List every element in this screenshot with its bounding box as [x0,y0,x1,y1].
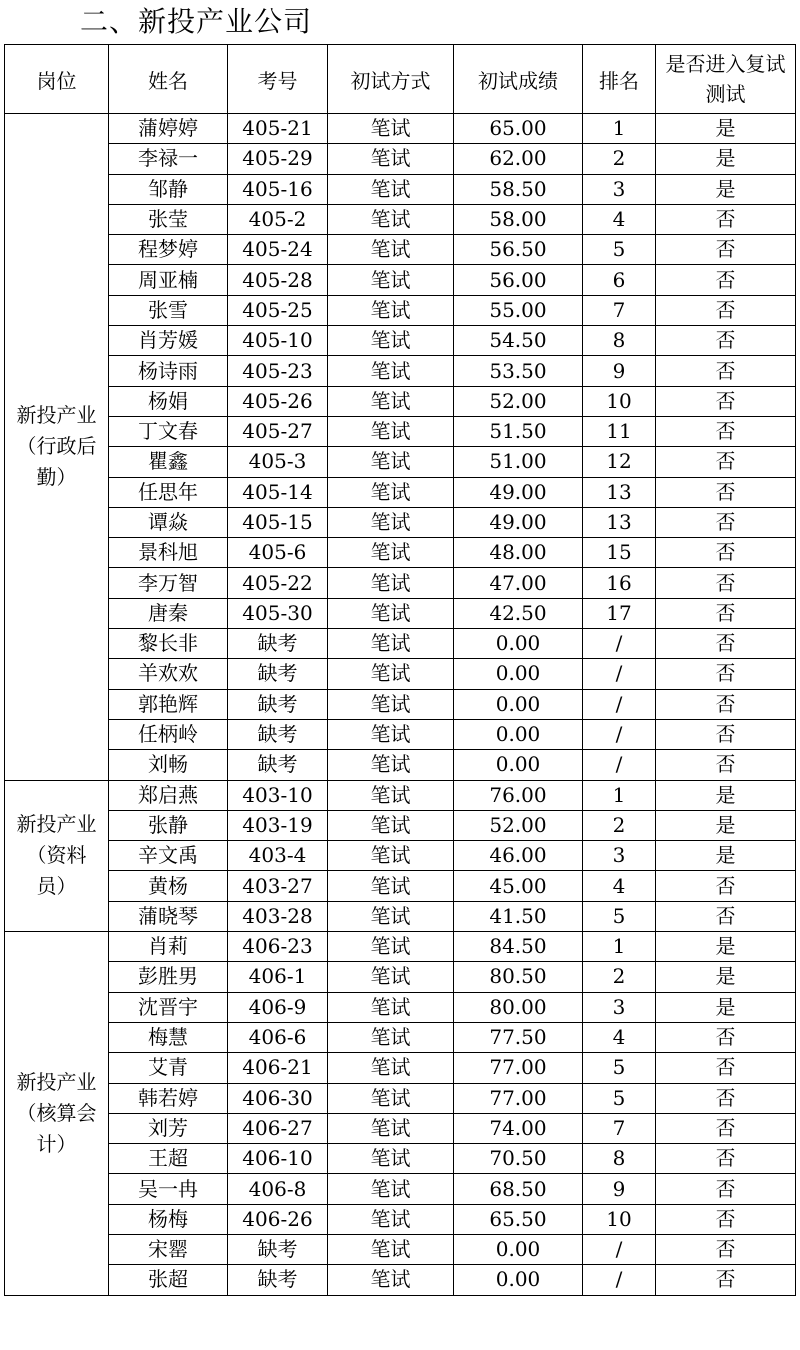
exam-id-cell: 405-16 [228,174,328,204]
exam-id-cell: 405-29 [228,144,328,174]
section-title: 二、新投产业公司 [80,5,313,38]
exam-id-cell: 405-3 [228,447,328,477]
exam-id-cell: 406-10 [228,1144,328,1174]
rank-cell: / [583,719,656,749]
advance-cell: 否 [656,1083,796,1113]
advance-cell: 否 [656,871,796,901]
method-cell: 笔试 [328,1144,454,1174]
rank-cell: 4 [583,871,656,901]
score-cell: 47.00 [454,568,583,598]
advance-cell: 是 [656,841,796,871]
table-row [5,1234,796,1264]
table-row [5,901,796,931]
advance-cell: 是 [656,810,796,840]
rank-cell: 3 [583,992,656,1022]
score-cell: 58.50 [454,174,583,204]
rank-cell: 11 [583,416,656,446]
method-cell: 笔试 [328,750,454,780]
exam-id-cell: 406-6 [228,1022,328,1052]
score-cell: 55.00 [454,295,583,325]
rank-cell: / [583,629,656,659]
score-cell: 77.00 [454,1053,583,1083]
table-row [5,659,796,689]
score-cell: 48.00 [454,538,583,568]
name-cell: 程梦婷 [109,235,228,265]
rank-cell: 16 [583,568,656,598]
name-cell: 肖芳媛 [109,326,228,356]
advance-cell: 否 [656,1022,796,1052]
method-cell: 笔试 [328,689,454,719]
table-row [5,204,796,234]
exam-id-cell: 405-14 [228,477,328,507]
score-cell: 74.00 [454,1113,583,1143]
name-cell: 刘畅 [109,750,228,780]
table-row [5,326,796,356]
table-row [5,356,796,386]
name-cell: 唐秦 [109,598,228,628]
advance-cell: 是 [656,932,796,962]
name-cell: 景科旭 [109,538,228,568]
rank-cell: 5 [583,901,656,931]
advance-cell: 否 [656,1204,796,1234]
method-cell: 笔试 [328,447,454,477]
score-cell: 58.00 [454,204,583,234]
score-cell: 65.00 [454,114,583,144]
table-row [5,386,796,416]
name-cell: 宋罂 [109,1234,228,1264]
exam-id-cell: 405-23 [228,356,328,386]
score-cell: 52.00 [454,386,583,416]
rank-cell: 5 [583,235,656,265]
table-row [5,992,796,1022]
advance-cell: 否 [656,477,796,507]
method-cell: 笔试 [328,174,454,204]
advance-cell: 否 [656,1234,796,1264]
advance-cell: 否 [656,1265,796,1295]
exam-id-cell: 406-21 [228,1053,328,1083]
advance-cell: 否 [656,568,796,598]
rank-cell: 2 [583,810,656,840]
exam-id-cell: 缺考 [228,1265,328,1295]
exam-id-cell: 缺考 [228,719,328,749]
rank-cell: 4 [583,204,656,234]
table-row [5,114,796,144]
advance-cell: 否 [656,719,796,749]
name-cell: 张雪 [109,295,228,325]
score-cell: 51.50 [454,416,583,446]
exam-id-cell: 403-27 [228,871,328,901]
name-cell: 梅慧 [109,1022,228,1052]
exam-id-cell: 406-30 [228,1083,328,1113]
advance-cell: 否 [656,1053,796,1083]
method-cell: 笔试 [328,1265,454,1295]
post-cell: 新投产业（行政后勤） [5,114,109,781]
exam-id-cell: 405-28 [228,265,328,295]
exam-id-cell: 405-15 [228,507,328,537]
table-row [5,538,796,568]
score-cell: 54.50 [454,326,583,356]
exam-id-cell: 403-10 [228,780,328,810]
table-row [5,1204,796,1234]
name-cell: 张莹 [109,204,228,234]
rank-cell: 6 [583,265,656,295]
advance-cell: 否 [656,356,796,386]
rank-cell: / [583,1234,656,1264]
score-cell: 0.00 [454,719,583,749]
advance-cell: 否 [656,901,796,931]
name-cell: 瞿鑫 [109,447,228,477]
method-cell: 笔试 [328,871,454,901]
score-cell: 0.00 [454,629,583,659]
header-name: 姓名 [109,45,228,114]
table-row [5,174,796,204]
method-cell: 笔试 [328,1053,454,1083]
score-cell: 41.50 [454,901,583,931]
name-cell: 辛文禹 [109,841,228,871]
table-row [5,235,796,265]
exam-id-cell: 403-4 [228,841,328,871]
advance-cell: 否 [656,204,796,234]
table-row [5,1053,796,1083]
score-cell: 77.00 [454,1083,583,1113]
method-cell: 笔试 [328,568,454,598]
rank-cell: 5 [583,1053,656,1083]
score-cell: 49.00 [454,477,583,507]
advance-cell: 否 [656,507,796,537]
table-row [5,932,796,962]
method-cell: 笔试 [328,719,454,749]
exam-id-cell: 406-27 [228,1113,328,1143]
table-row [5,598,796,628]
rank-cell: 17 [583,598,656,628]
score-cell: 0.00 [454,1234,583,1264]
method-cell: 笔试 [328,326,454,356]
name-cell: 黄杨 [109,871,228,901]
rank-cell: 8 [583,1144,656,1174]
rank-cell: 15 [583,538,656,568]
rank-cell: 3 [583,841,656,871]
rank-cell: / [583,750,656,780]
advance-cell: 是 [656,174,796,204]
advance-cell: 否 [656,689,796,719]
rank-cell: 10 [583,1204,656,1234]
exam-id-cell: 缺考 [228,750,328,780]
score-cell: 56.50 [454,235,583,265]
table-row [5,507,796,537]
name-cell: 羊欢欢 [109,659,228,689]
method-cell: 笔试 [328,932,454,962]
method-cell: 笔试 [328,598,454,628]
rank-cell: 9 [583,1174,656,1204]
exam-id-cell: 403-19 [228,810,328,840]
advance-cell: 否 [656,750,796,780]
table-row [5,447,796,477]
advance-cell: 否 [656,598,796,628]
rank-cell: 4 [583,1022,656,1052]
score-cell: 0.00 [454,1265,583,1295]
score-cell: 45.00 [454,871,583,901]
method-cell: 笔试 [328,386,454,416]
exam-id-cell: 406-26 [228,1204,328,1234]
name-cell: 任柄岭 [109,719,228,749]
exam-id-cell: 405-27 [228,416,328,446]
exam-id-cell: 缺考 [228,629,328,659]
method-cell: 笔试 [328,235,454,265]
exam-id-cell: 405-26 [228,386,328,416]
rank-cell: 9 [583,356,656,386]
table-row [5,416,796,446]
advance-cell: 否 [656,659,796,689]
advance-cell: 否 [656,235,796,265]
rank-cell: 1 [583,780,656,810]
header-rank: 排名 [583,45,656,114]
header-row [5,45,796,114]
header-advance: 是否进入复试测试 [656,45,796,114]
advance-cell: 否 [656,1113,796,1143]
exam-id-cell: 405-30 [228,598,328,628]
score-cell: 56.00 [454,265,583,295]
header-method: 初试方式 [328,45,454,114]
rank-cell: 1 [583,114,656,144]
method-cell: 笔试 [328,901,454,931]
post-cell: 新投产业（资料员） [5,780,109,931]
method-cell: 笔试 [328,841,454,871]
method-cell: 笔试 [328,1234,454,1264]
exam-id-cell: 缺考 [228,659,328,689]
advance-cell: 否 [656,1174,796,1204]
advance-cell: 否 [656,295,796,325]
score-cell: 42.50 [454,598,583,628]
score-cell: 51.00 [454,447,583,477]
rank-cell: 8 [583,326,656,356]
exam-id-cell: 406-9 [228,992,328,1022]
method-cell: 笔试 [328,659,454,689]
method-cell: 笔试 [328,780,454,810]
table-row [5,629,796,659]
method-cell: 笔试 [328,507,454,537]
method-cell: 笔试 [328,1174,454,1204]
method-cell: 笔试 [328,629,454,659]
table-body [5,114,796,1296]
name-cell: 刘芳 [109,1113,228,1143]
exam-id-cell: 405-22 [228,568,328,598]
name-cell: 任思年 [109,477,228,507]
score-cell: 49.00 [454,507,583,537]
name-cell: 韩若婷 [109,1083,228,1113]
name-cell: 艾青 [109,1053,228,1083]
score-cell: 62.00 [454,144,583,174]
rank-cell: 7 [583,295,656,325]
name-cell: 杨娟 [109,386,228,416]
table-row [5,1022,796,1052]
advance-cell: 是 [656,780,796,810]
name-cell: 李禄一 [109,144,228,174]
method-cell: 笔试 [328,144,454,174]
name-cell: 丁文春 [109,416,228,446]
rank-cell: 2 [583,962,656,992]
name-cell: 黎长非 [109,629,228,659]
table-row [5,265,796,295]
advance-cell: 否 [656,326,796,356]
exam-id-cell: 406-23 [228,932,328,962]
post-cell: 新投产业（核算会计） [5,932,109,1296]
name-cell: 张静 [109,810,228,840]
advance-cell: 是 [656,962,796,992]
table-row [5,1144,796,1174]
method-cell: 笔试 [328,477,454,507]
exam-id-cell: 406-8 [228,1174,328,1204]
method-cell: 笔试 [328,810,454,840]
table-row [5,1174,796,1204]
exam-id-cell: 缺考 [228,1234,328,1264]
name-cell: 邹静 [109,174,228,204]
method-cell: 笔试 [328,1113,454,1143]
name-cell: 郑启燕 [109,780,228,810]
rank-cell: 7 [583,1113,656,1143]
advance-cell: 否 [656,629,796,659]
method-cell: 笔试 [328,962,454,992]
method-cell: 笔试 [328,538,454,568]
table-row [5,144,796,174]
advance-cell: 否 [656,265,796,295]
rank-cell: / [583,1265,656,1295]
score-cell: 0.00 [454,689,583,719]
method-cell: 笔试 [328,1083,454,1113]
table-row [5,841,796,871]
name-cell: 谭焱 [109,507,228,537]
header-exam-id: 考号 [228,45,328,114]
header-score: 初试成绩 [454,45,583,114]
table-row [5,689,796,719]
method-cell: 笔试 [328,1022,454,1052]
name-cell: 王超 [109,1144,228,1174]
exam-id-cell: 缺考 [228,689,328,719]
name-cell: 杨诗雨 [109,356,228,386]
rank-cell: 13 [583,477,656,507]
exam-id-cell: 405-10 [228,326,328,356]
advance-cell: 否 [656,386,796,416]
method-cell: 笔试 [328,992,454,1022]
name-cell: 肖莉 [109,932,228,962]
name-cell: 彭胜男 [109,962,228,992]
name-cell: 郭艳辉 [109,689,228,719]
results-table [4,44,796,1296]
name-cell: 周亚楠 [109,265,228,295]
header-post: 岗位 [5,45,109,114]
score-cell: 52.00 [454,810,583,840]
exam-id-cell: 405-6 [228,538,328,568]
table-row [5,719,796,749]
rank-cell: / [583,659,656,689]
advance-cell: 是 [656,114,796,144]
name-cell: 蒲晓琴 [109,901,228,931]
score-cell: 46.00 [454,841,583,871]
score-cell: 53.50 [454,356,583,386]
exam-id-cell: 405-25 [228,295,328,325]
table-row [5,750,796,780]
name-cell: 张超 [109,1265,228,1295]
rank-cell: 13 [583,507,656,537]
rank-cell: 10 [583,386,656,416]
table-row [5,295,796,325]
score-cell: 84.50 [454,932,583,962]
method-cell: 笔试 [328,356,454,386]
advance-cell: 否 [656,416,796,446]
name-cell: 沈晋宇 [109,992,228,1022]
name-cell: 杨梅 [109,1204,228,1234]
rank-cell: 12 [583,447,656,477]
advance-cell: 否 [656,1144,796,1174]
table-row [5,1083,796,1113]
name-cell: 李万智 [109,568,228,598]
exam-id-cell: 405-24 [228,235,328,265]
table-row [5,810,796,840]
method-cell: 笔试 [328,1204,454,1234]
method-cell: 笔试 [328,416,454,446]
advance-cell: 否 [656,538,796,568]
table-row [5,1113,796,1143]
score-cell: 0.00 [454,659,583,689]
table-row [5,1265,796,1295]
score-cell: 80.50 [454,962,583,992]
exam-id-cell: 406-1 [228,962,328,992]
exam-id-cell: 403-28 [228,901,328,931]
table-row [5,477,796,507]
score-cell: 68.50 [454,1174,583,1204]
exam-id-cell: 405-21 [228,114,328,144]
table-row [5,962,796,992]
table-row [5,568,796,598]
score-cell: 65.50 [454,1204,583,1234]
rank-cell: 5 [583,1083,656,1113]
score-cell: 80.00 [454,992,583,1022]
rank-cell: 2 [583,144,656,174]
advance-cell: 否 [656,447,796,477]
method-cell: 笔试 [328,265,454,295]
table-row [5,871,796,901]
rank-cell: 3 [583,174,656,204]
name-cell: 蒲婷婷 [109,114,228,144]
score-cell: 70.50 [454,1144,583,1174]
rank-cell: 1 [583,932,656,962]
method-cell: 笔试 [328,114,454,144]
method-cell: 笔试 [328,295,454,325]
score-cell: 76.00 [454,780,583,810]
name-cell: 吴一冉 [109,1174,228,1204]
exam-id-cell: 405-2 [228,204,328,234]
score-cell: 77.50 [454,1022,583,1052]
score-cell: 0.00 [454,750,583,780]
table-row [5,780,796,810]
method-cell: 笔试 [328,204,454,234]
advance-cell: 是 [656,992,796,1022]
rank-cell: / [583,689,656,719]
advance-cell: 是 [656,144,796,174]
